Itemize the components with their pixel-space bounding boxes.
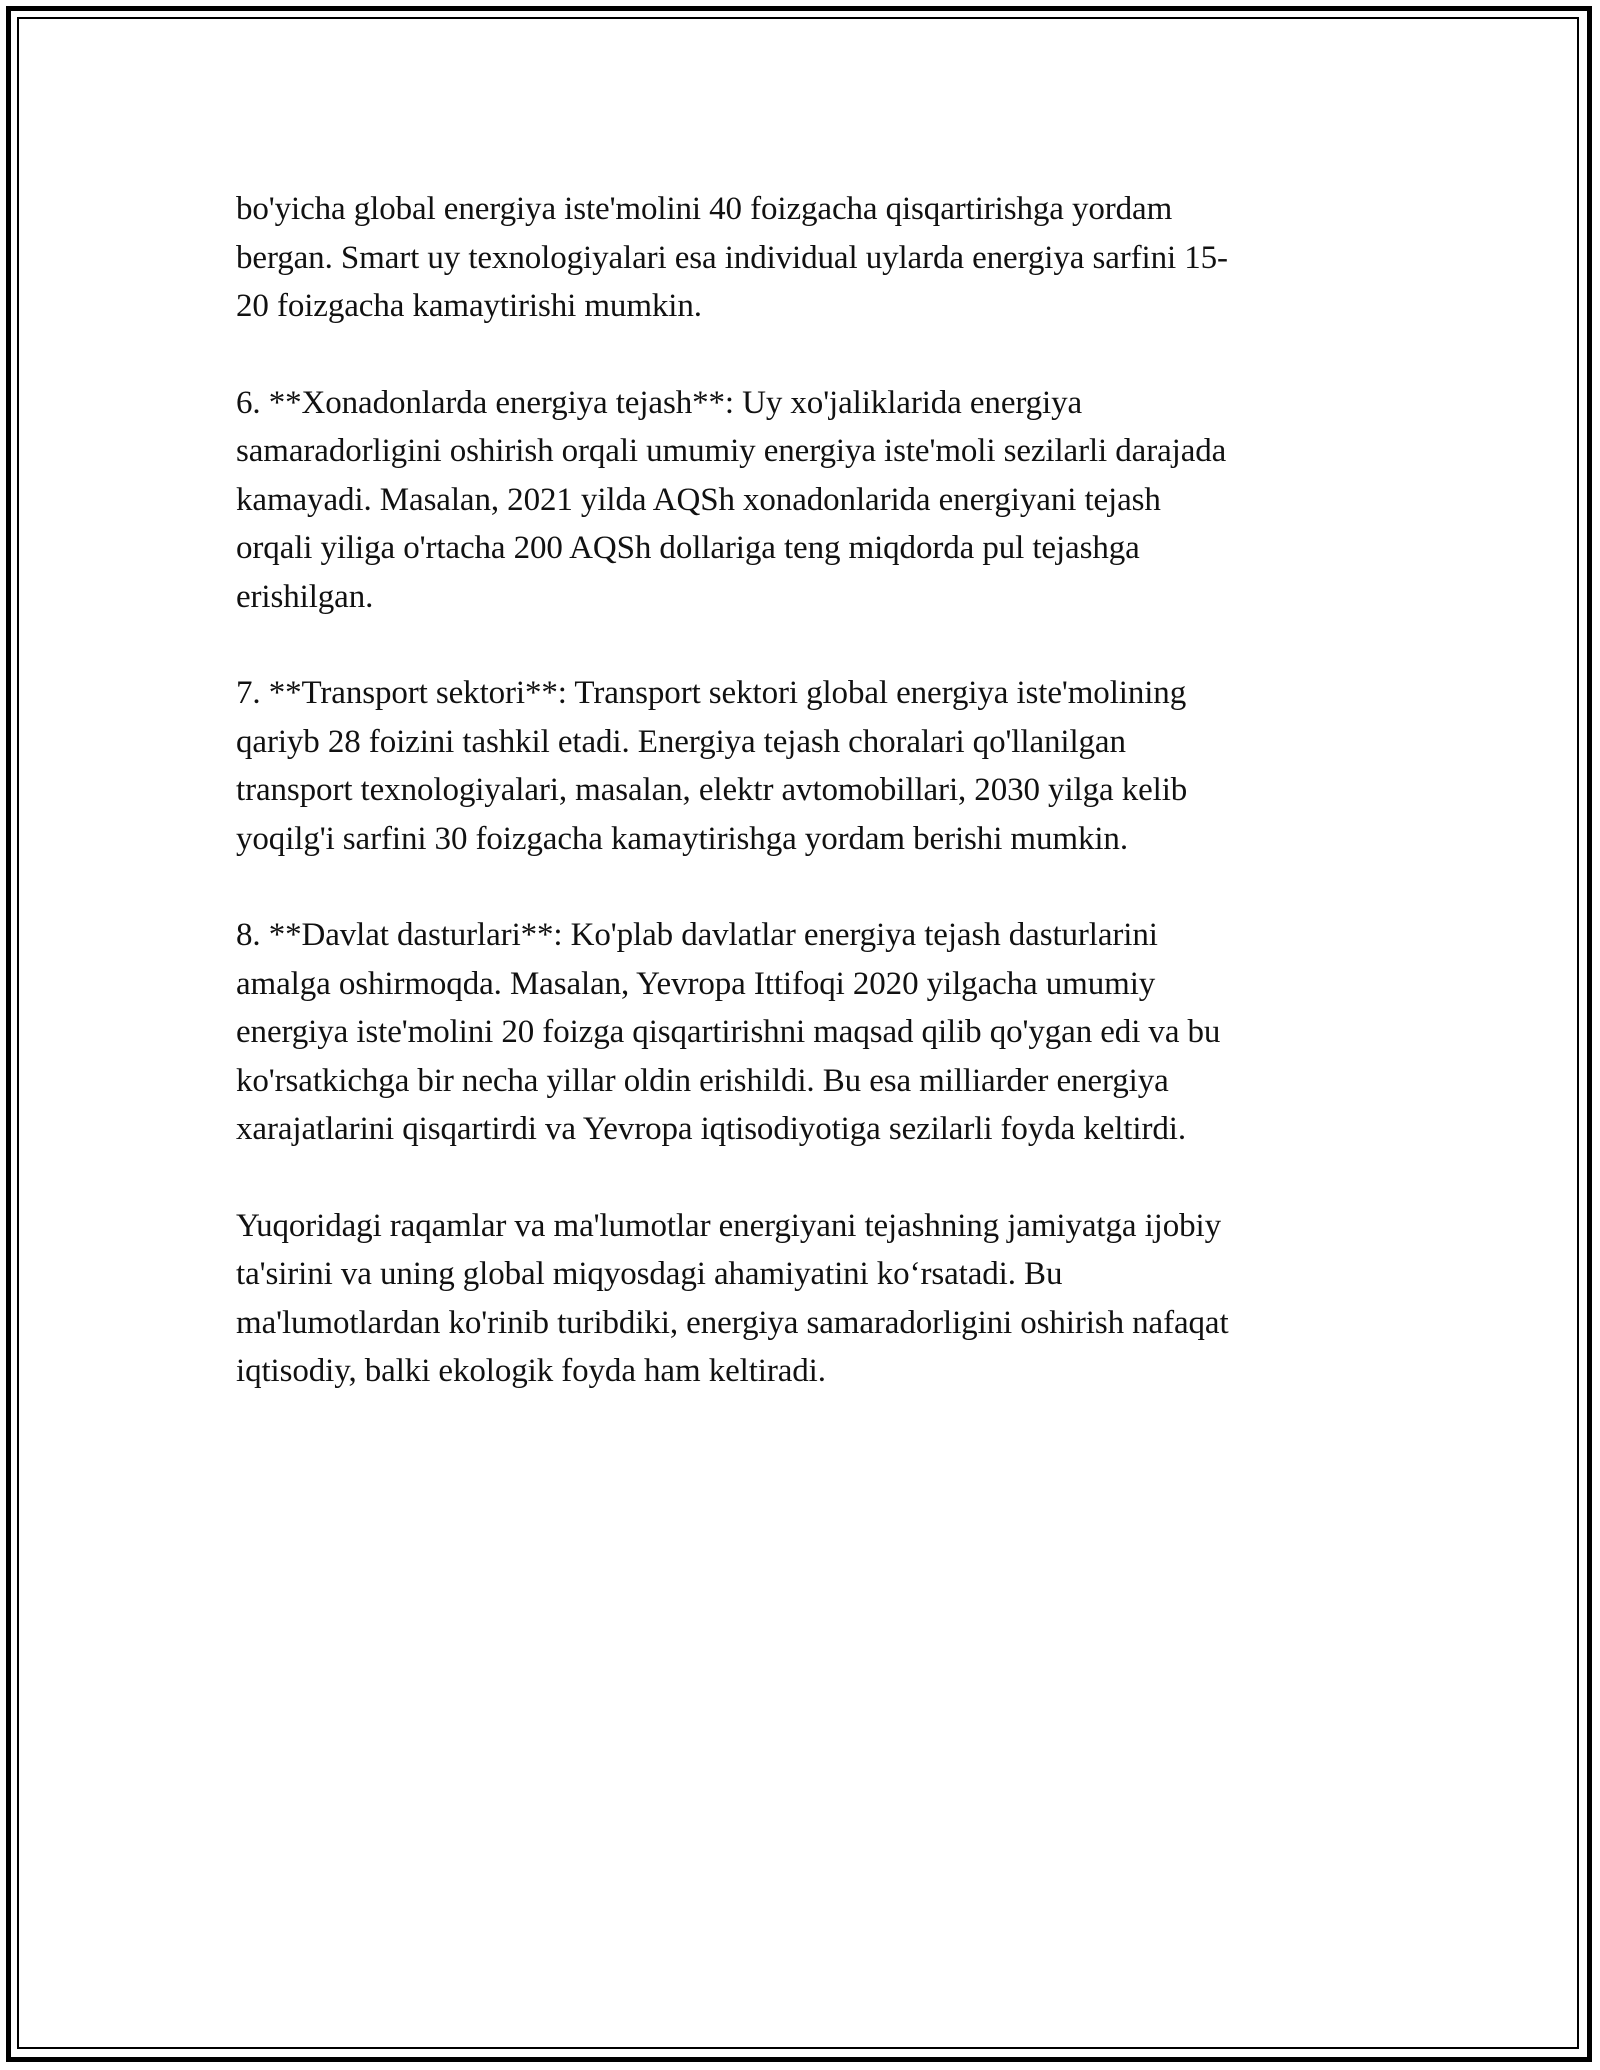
text-line: xarajatlarini qisqartirdi va Yevropa iqtisodiyotiga sezilarli foyda keltirdi. bbox=[236, 1111, 1186, 1147]
text-line: 7. **Transport sektori**: Transport sektori global energiya iste'molining bbox=[236, 675, 1187, 711]
paragraph-item-8 bbox=[236, 911, 1356, 1154]
paragraph-continuation bbox=[236, 185, 1356, 331]
text-line: Yuqoridagi raqamlar va ma'lumotlar energiyani tejashning jamiyatga ijobiy bbox=[236, 1207, 1222, 1244]
paragraph-conclusion bbox=[236, 1202, 1356, 1396]
paragraph-item-7 bbox=[236, 669, 1356, 863]
text-line: orqali yiliga o'rtacha 200 AQSh dollariga teng miqdorda pul tejashga bbox=[236, 530, 1140, 566]
text-line: bergan. Smart uy texnologiyalari esa individual uylarda energiya sarfini 15- bbox=[236, 239, 1228, 276]
text-line: energiya iste'molini 20 foizga qisqartirishni maqsad qilib qo'ygan edi va bu bbox=[236, 1014, 1221, 1050]
text-line: qariyb 28 foizini tashkil etadi. Energiya tejash choralari qo'llanilgan bbox=[236, 723, 1126, 760]
text-line: ma'lumotlardan ko'rinib turibdiki, energiya samaradorligini oshirish nafaqat bbox=[236, 1304, 1229, 1341]
text-line: yoqilg'i sarfini 30 foizgacha kamaytirishga yordam berishi mumkin. bbox=[236, 820, 1128, 857]
text-line: ta'sirini va uning global miqyosdagi ahamiyatini ko‘rsatadi. Bu bbox=[236, 1256, 1063, 1292]
text-line: samaradorligini oshirish orqali umumiy energiya iste'moli sezilarli darajada bbox=[236, 433, 1227, 469]
paragraph-item-6 bbox=[236, 379, 1356, 622]
text-line: transport texnologiyalari, masalan, elektr avtomobillari, 2030 yilga kelib bbox=[236, 772, 1188, 808]
text-line: amalga oshirmoqda. Masalan, Yevropa Ittifoqi 2020 yilgacha umumiy bbox=[236, 965, 1156, 1002]
document-body bbox=[236, 185, 1356, 1444]
text-line: 20 foizgacha kamaytirishi mumkin. bbox=[236, 288, 702, 324]
text-line: erishilgan. bbox=[236, 578, 374, 615]
text-line: kamayadi. Masalan, 2021 yilda AQSh xonadonlarida energiyani tejash bbox=[236, 481, 1161, 518]
text-line: 6. **Xonadonlarda energiya tejash**: Uy xo'jaliklarida energiya bbox=[236, 384, 1083, 421]
text-line: ko'rsatkichga bir necha yillar oldin erishildi. Bu esa milliarder energiya bbox=[236, 1062, 1169, 1099]
text-line: 8. **Davlat dasturlari**: Ko'plab davlatlar energiya tejash dasturlarini bbox=[236, 917, 1158, 953]
text-line: iqtisodiy, balki ekologik foyda ham keltiradi. bbox=[236, 1353, 826, 1389]
text-line: bo'yicha global energiya iste'molini 40 foizgacha qisqartirishga yordam bbox=[236, 191, 1173, 227]
